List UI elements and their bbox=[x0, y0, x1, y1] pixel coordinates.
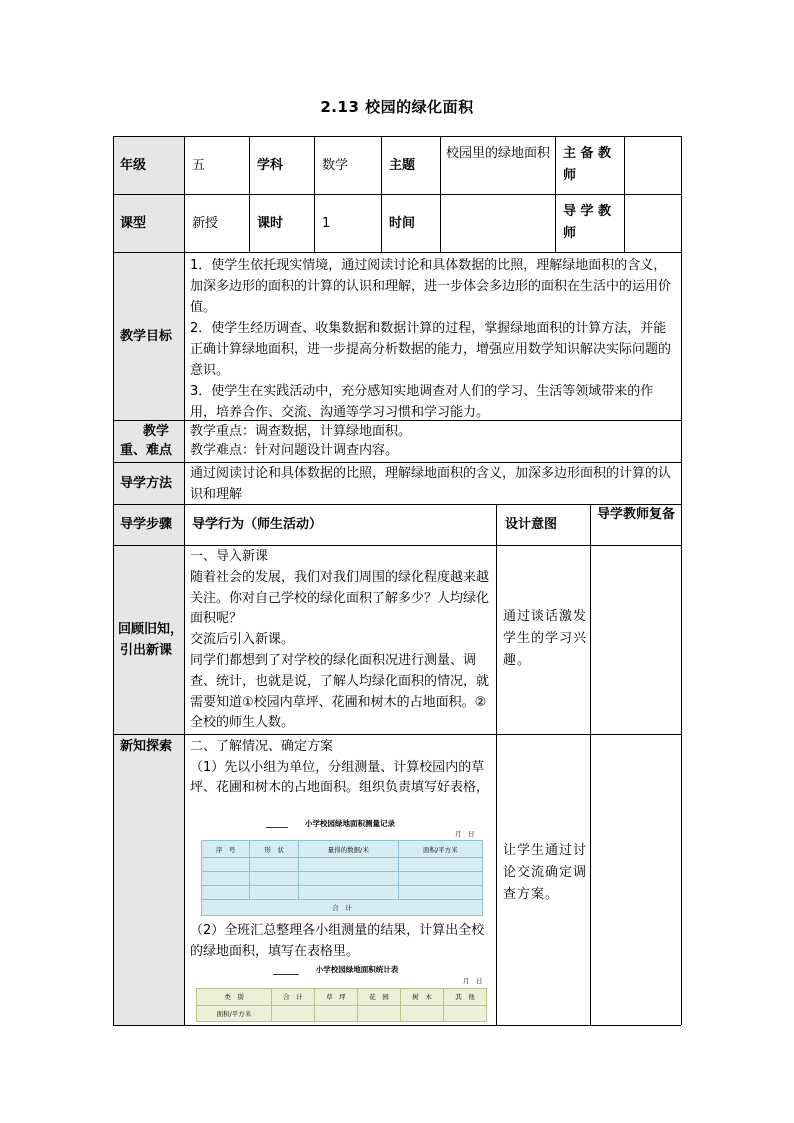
section1-para2: 交流后引入新课。 bbox=[190, 632, 295, 648]
table1-title: 小学校园绿地面积测量记录 bbox=[305, 819, 395, 828]
table2-header-6: 其 他 bbox=[443, 989, 486, 1006]
time-label: 时间 bbox=[389, 216, 416, 231]
steps-header: 导学步骤 bbox=[120, 517, 173, 532]
section1-para1: 随着社会的发展，我们对我们周围的绿化程度越来越关注。你对自己学校的绿化面积了解多少？人均绿化面积呢？ bbox=[190, 569, 490, 627]
topic-value: 校园里的绿地面积 bbox=[446, 146, 551, 161]
table1-header-2: 形 状 bbox=[250, 841, 298, 858]
section1-design: 通过谈话激发学生的学习兴趣。 bbox=[503, 609, 588, 668]
hours-label: 课时 bbox=[257, 216, 284, 231]
table1-grid bbox=[201, 840, 483, 916]
table2-grid bbox=[196, 988, 487, 1022]
document-title: 2.13 校园的绿化面积 bbox=[320, 98, 474, 116]
topic-label: 主题 bbox=[389, 158, 416, 173]
section1-content bbox=[190, 547, 492, 734]
keypoints-label-line2: 重、难点 bbox=[120, 443, 173, 458]
table1-header-1: 序 号 bbox=[202, 841, 250, 858]
section1-para3: 同学们都想到了对学校的绿化面积况进行测量、调查、统计，也就是说，了解人均绿化面积的情况，就需要知道①校园内草坪、花圃和树木的占地面积。②全校的师生人数。 bbox=[190, 652, 490, 731]
grade-value: 五 bbox=[192, 158, 206, 173]
type-value: 新授 bbox=[192, 216, 219, 231]
hours-value: 1 bbox=[322, 216, 331, 231]
main-teacher-value[interactable] bbox=[626, 140, 680, 190]
table1-date: 月 日 bbox=[455, 830, 475, 838]
section2-design: 让学生通过讨论交流确定调查方案。 bbox=[503, 843, 588, 902]
section2-para1: （1）先以小组为单位，分组测量、计算校园内的草坪、花圃和树木的占地面积。组织负责填写好表格， bbox=[190, 759, 490, 795]
section1-heading: 一、导入新课 bbox=[190, 549, 269, 564]
table2-header-1: 类 别 bbox=[197, 989, 272, 1006]
section1-label-line1: 回顾旧知， bbox=[118, 622, 184, 637]
section1-label-bg bbox=[114, 546, 184, 734]
review-header: 导学教师复备 bbox=[597, 507, 676, 522]
keypoints-label-line1: 教学 bbox=[143, 424, 170, 439]
time-value[interactable] bbox=[442, 198, 552, 248]
grade-label: 年级 bbox=[120, 158, 147, 173]
table2-header-2: 合 计 bbox=[271, 989, 314, 1006]
section1-label-line2: 引出新课 bbox=[120, 643, 173, 658]
section2-para2: （2）全班汇总整理各小组测量的结果，计算出全校的绿地面积，填写在表格里。 bbox=[190, 923, 485, 959]
goal-item-1: 1．使学生依托现实情境，通过阅读讨论和具体数据的比照，理解绿地面积的含义，加深多边形的面积的计算的认识和理解，进一步体会多边形的面积在生活中的运用价值。 bbox=[190, 258, 672, 315]
table1-total: 合 计 bbox=[202, 900, 483, 916]
section2-intro bbox=[190, 737, 492, 799]
main-teacher-label: 主 备 教师 bbox=[563, 146, 612, 183]
subject-label: 学科 bbox=[257, 158, 284, 173]
table1-header-3: 量得的数据/米 bbox=[298, 841, 398, 858]
goal-item-2: 2．使学生经历调查、收集数据和数据计算的过程，掌握绿地面积的计算方法，并能正确计算绿地面积，进一步提高分析数据的能力，增强应用数学知识解决实际问题的意识。 bbox=[190, 321, 672, 378]
behavior-header: 导学行为（师生活动） bbox=[192, 517, 323, 532]
guide-teacher-label: 导 学 教师 bbox=[563, 204, 612, 241]
table2-header-3: 草 坪 bbox=[314, 989, 357, 1006]
goals-content bbox=[190, 255, 678, 423]
key-point-text: 教学重点：调查数据，计算绿地面积。 bbox=[190, 424, 412, 439]
guide-teacher-value[interactable] bbox=[626, 198, 680, 248]
goals-label: 教学目标 bbox=[120, 329, 173, 344]
difficult-point-text: 教学难点：针对问题设计调查内容。 bbox=[190, 443, 399, 458]
subject-value: 数学 bbox=[322, 158, 349, 173]
section2-heading: 二、了解情况、确定方案 bbox=[190, 739, 334, 754]
table2-header-5: 树 木 bbox=[400, 989, 443, 1006]
table1-header-4: 面积/平方米 bbox=[398, 841, 482, 858]
type-label: 课型 bbox=[120, 216, 147, 231]
design-header: 设计意图 bbox=[505, 517, 558, 532]
goal-item-3: 3．使学生在实践活动中，充分感知实地调查对人们的学习、生活等领域带来的作用，培养合作、交流、沟通等学习习惯和学习能力。 bbox=[190, 384, 654, 420]
section2-label: 新知探索 bbox=[120, 739, 173, 754]
table2-title: 小学校园绿地面积统计表 bbox=[315, 965, 399, 974]
table2-header-4: 花 园 bbox=[357, 989, 400, 1006]
section2-label-bg bbox=[114, 735, 184, 1025]
table2-date: 月 日 bbox=[463, 977, 483, 985]
method-label: 导学方法 bbox=[120, 476, 173, 491]
table2-row-label: 面积/平方米 bbox=[197, 1005, 272, 1022]
method-text: 通过阅读讨论和具体数据的比照，理解绿地面积的含义，加深多边形面积的计算的认识和理解 bbox=[190, 466, 672, 502]
